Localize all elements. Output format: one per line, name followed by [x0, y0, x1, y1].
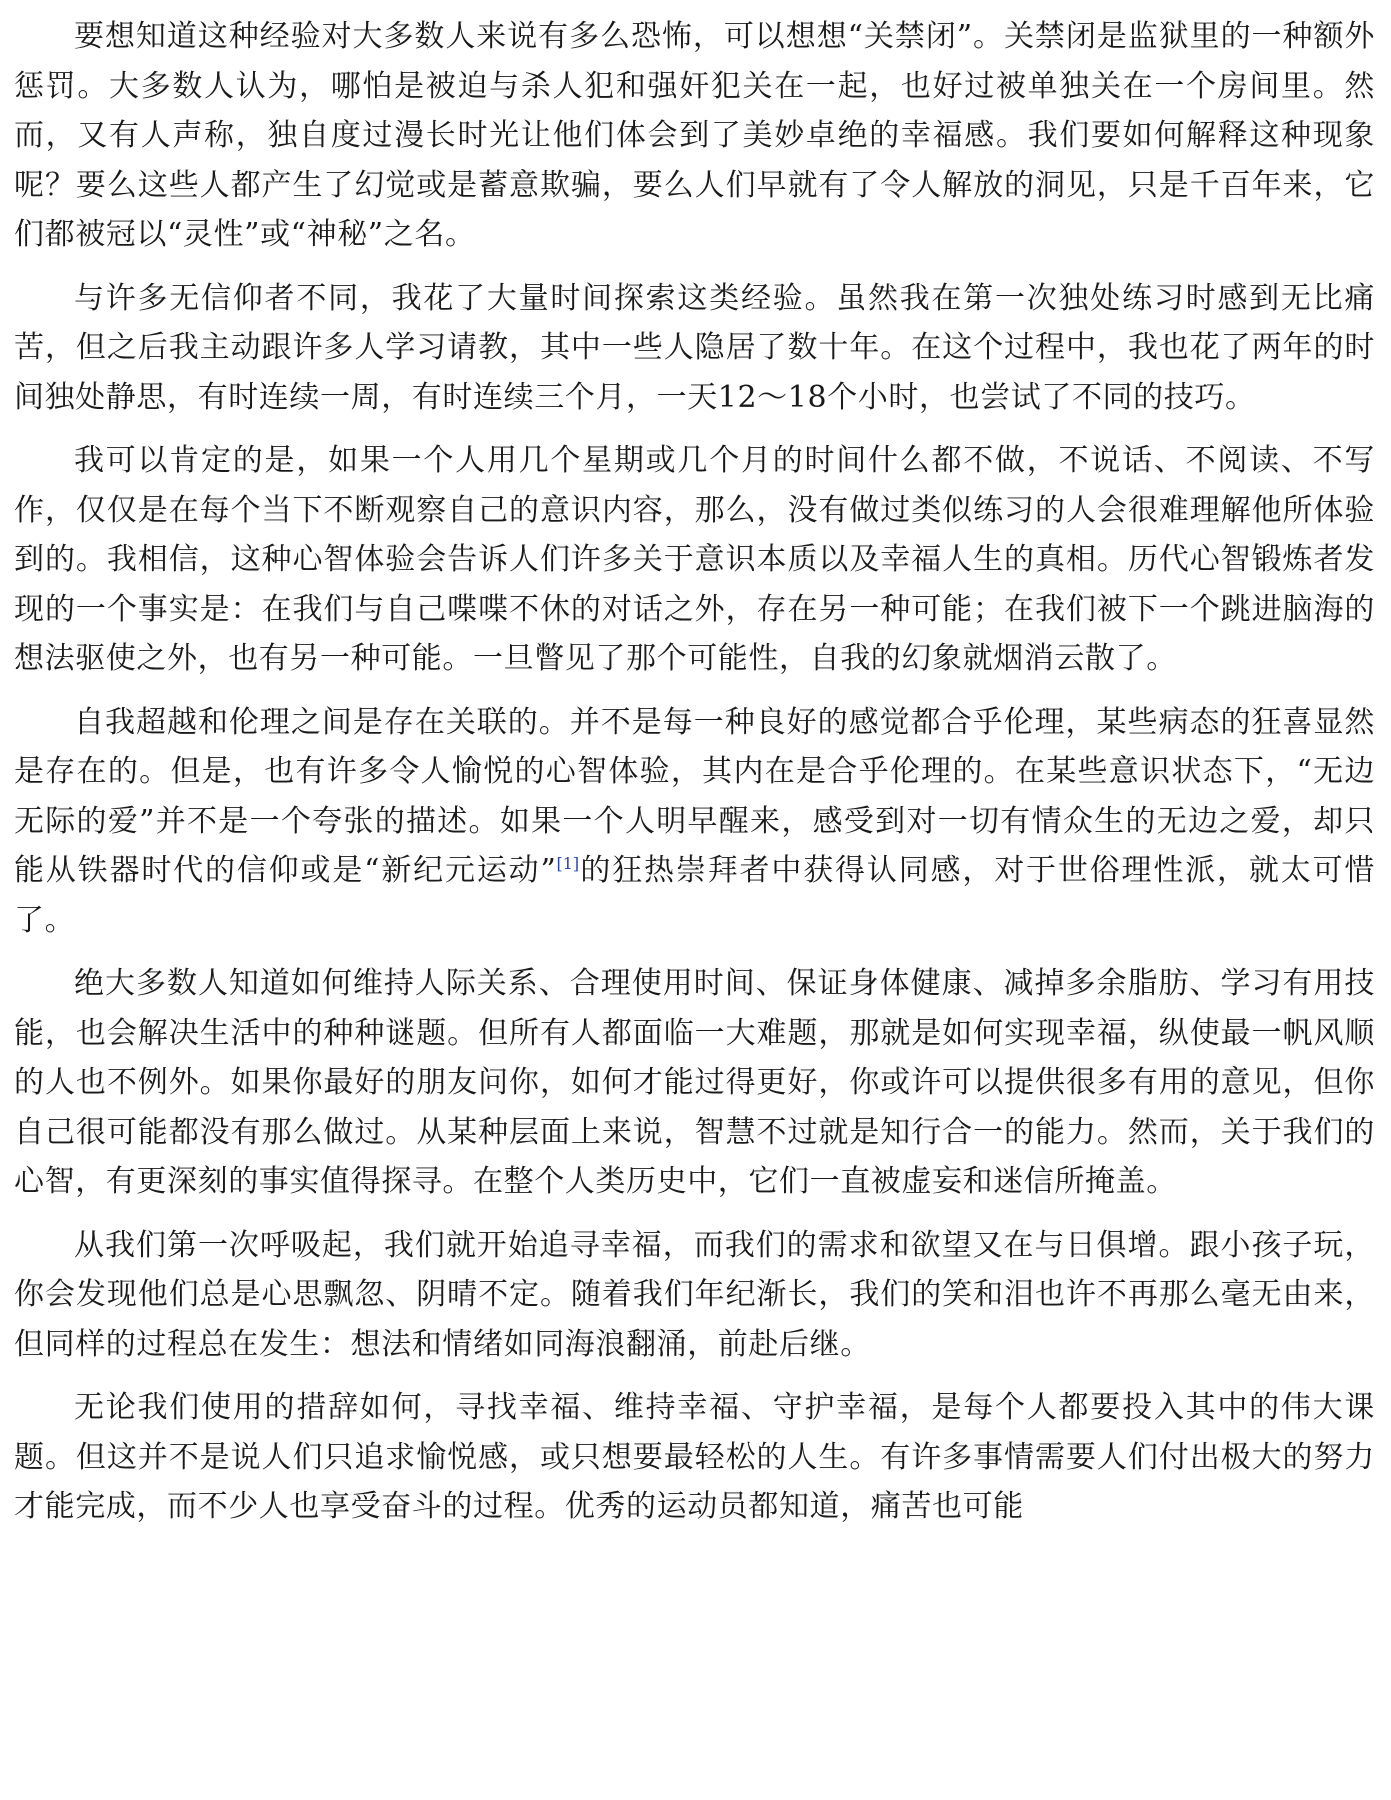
- paragraph-text-before-footnote: 自我超越和伦理之间是存在关联的。并不是每一种良好的感觉都合乎伦理，某些病态的狂喜显然是存在的。但是，也有许多令人愉悦的心智体验，其内在是合乎伦理的。在某些意识状态下，“无边无际的爱”并不是一个夸张的描述。如果一个人明早醒来，感受到对一切有情众生的无边之爱，却只能从铁器时代的信仰或是“新纪元运动”: [14, 704, 1375, 888]
- paragraph-pursuit-of-happiness: 从我们第一次呼吸起，我们就开始追寻幸福，而我们的需求和欲望又在与日俱增。跟小孩子玩，你会发现他们总是心思飘忽、阴晴不定。随着我们年纪渐长，我们的笑和泪也许不再那么毫无由来，但同样的过程总在发生：想法和情绪如同海浪翻涌，前赴后继。: [14, 1227, 1375, 1362]
- paragraph-great-task: 无论我们使用的措辞如何，寻找幸福、维持幸福、守护幸福，是每个人都要投入其中的伟大课题。但这并不是说人们只追求愉悦感，或只想要最轻松的人生。有许多事情需要人们付出极大的努力才能完成，而不少人也享受奋斗的过程。优秀的运动员都知道，痛苦也可能: [14, 1390, 1375, 1524]
- paragraph-self-transcendence-ethics: [14, 698, 1375, 946]
- paragraph-author-experience: 与许多无信仰者不同，我花了大量时间探索这类经验。虽然我在第一次独处练习时感到无比痛苦，但之后我主动跟许多人学习请教，其中一些人隐居了数十年。在这个过程中，我也花了两年的时间独处静思，有时连续一周，有时连续三个月，一天12～18个小时，也尝试了不同的技巧。: [14, 280, 1375, 415]
- footnote-link[interactable]: [1]: [556, 854, 580, 873]
- paragraph-happiness-problem: 绝大多数人知道如何维持人际关系、合理使用时间、保证身体健康、减掉多余脂肪、学习有用技能，也会解决生活中的种种谜题。但所有人都面临一大难题，那就是如何实现幸福，纵使最一帆风顺的人也不例外。如果你最好的朋友问你，如何才能过得更好，你或许可以提供很多有用的意见，但你自己很可能都没有那么做过。从某种层面上来说，智慧不过就是知行合一的能力。然而，关于我们的心智，有更深刻的事实值得探寻。在整个人类历史中，它们一直被虚妄和迷信所掩盖。: [14, 966, 1375, 1199]
- paragraph-text-after-footnote: 的狂热崇拜者中获得认同感，对于世俗理性派，就太可惜了。: [14, 853, 1375, 938]
- paragraph-solitary-confinement: 要想知道这种经验对大多数人来说有多么恐怖，可以想想“关禁闭”。关禁闭是监狱里的一种额外惩罚。大多数人认为，哪怕是被迫与杀人犯和强奸犯关在一起，也好过被单独关在一个房间里。然而，又有人声称，独自度过漫长时光让他们体会到了美妙卓绝的幸福感。我们要如何解释这种现象呢？要么这些人都产生了幻觉或是蓄意欺骗，要么人们早就有了令人解放的洞见，只是千百年来，它们都被冠以“灵性”或“神秘”之名。: [14, 19, 1375, 252]
- paragraph-mind-observation: 我可以肯定的是，如果一个人用几个星期或几个月的时间什么都不做，不说话、不阅读、不写作，仅仅是在每个当下不断观察自己的意识内容，那么，没有做过类似练习的人会很难理解他所体验到的。我相信，这种心智体验会告诉人们许多关于意识本质以及幸福人生的真相。历代心智锻炼者发现的一个事实是：在我们与自己喋喋不休的对话之外，存在另一种可能；在我们被下一个跳进脑海的想法驱使之外，也有另一种可能。一旦瞥见了那个可能性，自我的幻象就烟消云散了。: [14, 443, 1375, 676]
